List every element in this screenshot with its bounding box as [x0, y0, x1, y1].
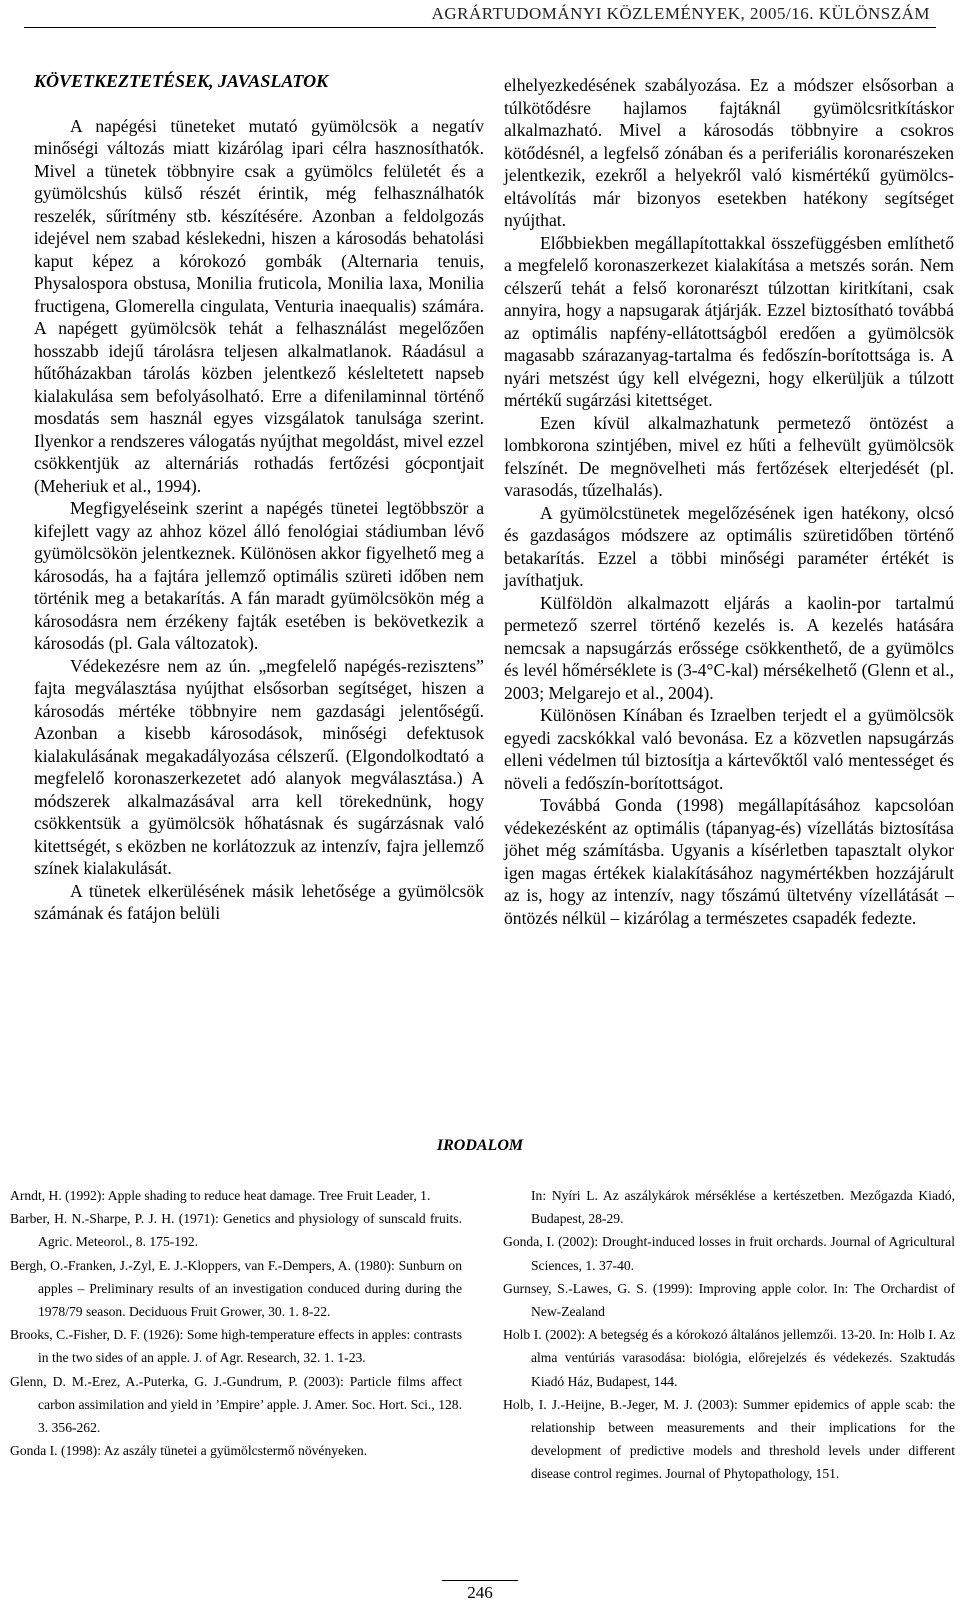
paragraph: A tünetek elkerülésének másik lehetősége a gyümölcsök számának és fatájon belüli: [34, 880, 484, 923]
reference-item: Gonda, I. (2002): Drought-induced losses in fruit orchards. Journal of Agricultural Sciences, 1. 37-40.: [503, 1234, 955, 1273]
reference-item: Arndt, H. (1992): Apple shading to reduce heat damage. Tree Fruit Leader, 1.: [10, 1188, 431, 1203]
reference-item: Gurnsey, S.-Lawes, G. S. (1999): Improving apple color. In: The Orchardist of New-Zealand: [503, 1280, 955, 1320]
header-rule: [24, 27, 936, 28]
reference-item: Bergh, O.-Franken, J.-Zyl, E. J.-Kloppers, van F.-Dempers, A. (1980): Sunburn on apples – Preliminary results of an investigation conduced during during the 1978/79 season. Deciduous Fruit Grower, 30. 1. 8-22.: [10, 1257, 462, 1320]
reference-item: Holb, I. J.-Heijne, B.-Jeger, M. J. (2003): Summer epidemics of apple scab: the relationship between measurements and their implications for the development of predictive models and threshold levels under different disease control regimes. Journal of Phytopathology, 151.: [503, 1396, 955, 1482]
paragraph: A napégési tüneteket mutató gyümölcsök a negatív minőségi változás miatt kizárólag ipari célra hasznosíthatók. Mivel a tünetek többnyire csak a gyümölcs felületét és a gyümölcshús külső részét érintik, még felhasználhatók reszelék, sűrítmény stb. készítésére. Azonban a feldolgozás idejével nem szabad késlekedni, hiszen a károsodás behatolási kaput képez a kórokozó gombák (Alternaria tenuis, Physalospora obstusa, Monilia fruticola, Monilia laxa, Monilia fructigena, Glomerella cingulata, Venturia inaequalis) számára. A napégett gyümölcsök tehát a felhasználást megelőzően hosszabb idejű tárolásra teljesen alkalmatlanok. Ráadásul a hűtőházakban tárolás közben jelentkező késleltetett napseb kialakulása sem befolyásolható. Erre a difenilaminnal történő mosdatás sem használ egyes vizsgálatok tanulsága szerint. Ilyenkor a rendszeres válogatás nyújthat megoldást, mivel ezzel csökkentjük az alternáriás rothadás fertőzési gócpontjait (Meheriuk et al., 1994).: [34, 115, 484, 496]
paragraph: Különösen Kínában és Izraelben terjedt el a gyümölcsök egyedi zacskókkal való bevonása. Ez a közvetlen napsugárzás elleni védelmen túl biztosítja a kártevőktől való mentességet és növeli a fedőszín-borítottságot.: [504, 705, 954, 793]
references-left: [10, 1184, 462, 1462]
reference-continuation: In: Nyíri L. Az aszálykárok mérséklése a kertészetben. Mezőgazda Kiadó, Budapest, 28-29.: [531, 1188, 955, 1227]
page-number: 246: [467, 1583, 493, 1602]
reference-item: Glenn, D. M.-Erez, A.-Puterka, G. J.-Gundrum, P. (2003): Particle films affect carbon assimilation and yield in ’Empire’ apple. J. Amer. Soc. Hort. Sci., 128. 3. 356-262.: [10, 1373, 462, 1436]
references-title: IRODALOM: [436, 1137, 524, 1154]
reference-item: Barber, H. N.-Sharpe, P. J. H. (1971): Genetics and physiology of sunscald fruits. Agric. Meteorol., 8. 175-192.: [10, 1211, 462, 1250]
footer-rule: [442, 1580, 518, 1581]
paragraph: Megfigyeléseink szerint a napégés tünetei legtöbbször a kifejlett vagy az ahhoz közel álló fenológiai stádiumban lévő gyümölcsökön jelentkeznek. Különösen akkor figyelhető meg a károsodás, ha a fajtára jellemző optimális szüreti időben nem történik meg a betakarítás. A fán maradt gyümölcsökön még a károsodásra nem érzékeny fajták esetében is bekövetkezik a károsodás (pl. Gala változatok).: [34, 498, 484, 653]
reference-item: Holb I. (2002): A betegség és a kórokozó általános jellemzői. 13-20. In: Holb I. Az alma ventúriás varasodása: biológia, előrejelzés és védekezés. Szaktudás Kiadó Ház, Budapest, 144.: [503, 1327, 955, 1389]
paragraph: elhelyezkedésének szabályozása. Ez a módszer elsősorban a túlkötődésre hajlamos fajtáknál gyümölcsritkításkor alkalmazható. Mivel a károsodás többnyire a csokros kötődésnél, a legfelső zónában és a periferiális koronarészeken jelentkezik, ezekről a helyekről való kismértékű gyümölcs-eltávolítás már bizonyos esetekben hatékony segítséget nyújthat.: [504, 75, 954, 230]
references-right: [503, 1184, 955, 1486]
paragraph: Külföldön alkalmazott eljárás a kaolin-por tartalmú permetező szerrel történő kezelés is. A kezelés hatására nemcsak a napsugárzás erőssége csökkenthető, de a gyümölcs és levél hőmérséklete is (3-4°C-kal) mérsékelhető (Glenn et al., 2003; Melgarejo et al., 2004).: [504, 592, 954, 703]
paragraph: Ezen kívül alkalmazhatunk permetező öntözést a lombkorona szintjében, mivel ez hűti a felhevült gyümölcsök felszínét. De megnövelheti más fertőzések elterjedését (pl. varasodás, tűzelhalás).: [504, 412, 954, 500]
running-head: AGRÁRTUDOMÁNYI KÖZLEMÉNYEK, 2005/16. KÜLÖNSZÁM: [431, 4, 930, 23]
paragraph: Előbbiekben megállapítottakkal összefüggésben említhető a megfelelő koronaszerkezet kialakítása a metszés során. Nem célszerű tehát a felső koronarészt túlzottan kiritkítani, csak annyira, hogy a napsugarak átjárják. Ezzel biztosítható továbbá az optimális napfény-ellátottságból eredően a gyümölcsök magasabb szárazanyag-tartalma és fedőszín-borítottsága is. A nyári metszést úgy kell elvégezni, hogy elkerüljük a túlzott mértékű sugárzási kitettséget.: [504, 232, 954, 410]
paragraph: A gyümölcstünetek megelőzésének igen hatékony, olcsó és gazdaságos módszere az optimális szüretidőben történő betakarítás. Ezzel a többi minőségi paraméter értékét is javíthatjuk.: [504, 502, 954, 590]
right-column: [504, 74, 954, 929]
paragraph: Védekezésre nem az ún. „megfelelő napégés-rezisztens” fajta megválasztása nyújthat elsősorban segítséget, hiszen a károsodás mértéke többnyire nem gazdasági jelentőségű. Azonban a kisebb károsodások, minőségi defektusok kialakulásának megakadályozása célszerű. (Elgondolkodtató a megfelelő koronaszerkezetet adó alanyok megválasztása.) A módszerek alkalmazásával arra kell törekednünk, hogy csökkentsük a gyümölcsök hőhatásnak és sugárzásnak való kitettségét, s eközben ne korlátozzuk az intenzív, fajra jellemző színek kialakulását.: [34, 655, 484, 878]
reference-item: Brooks, C.-Fisher, D. F. (1926): Some high-temperature effects in apples: contrasts in the two sides of an apple. J. of Agr. Research, 32. 1. 1-23.: [10, 1327, 462, 1366]
section-title: KÖVETKEZTETÉSEK, JAVASLATOK: [34, 71, 329, 91]
reference-item: Gonda I. (1998): Az aszály tünetei a gyümölcstermő növényeken.: [10, 1443, 368, 1459]
paragraph: Továbbá Gonda (1998) megállapításához kapcsolóan védekezésként az optimális (tápanyag-és) vízellátás biztosítása jöhet még számításba. Ugyanis a kísérletben tapasztalt olykor igen magas értékek kialakításához nagymértékben hozzájárult az is, hogy az intenzív, nagy tőszámú ültetvény vízellátását – öntözés nélkül – kizárólag a természetes csapadék fedezte.: [504, 795, 954, 928]
left-column: [34, 70, 484, 925]
